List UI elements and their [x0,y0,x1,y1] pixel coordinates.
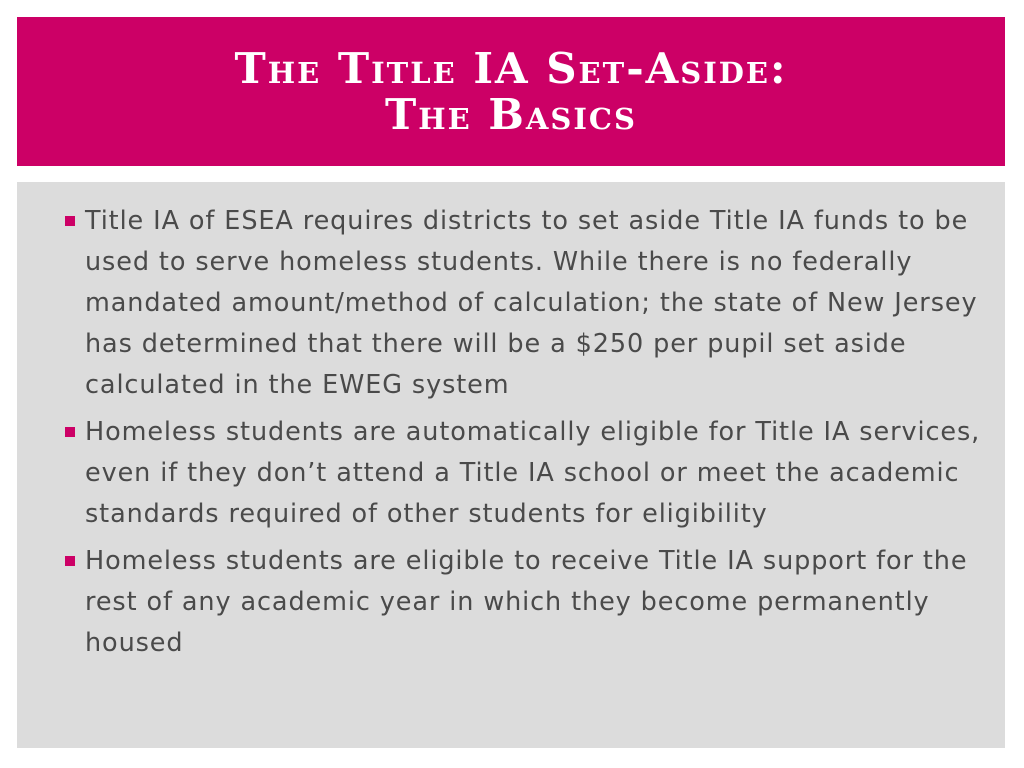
content-panel [17,182,1005,748]
bullet-text: Homeless students are eligible to receive Title IA support for the rest of any academic year in which they become permanently housed [85,546,968,658]
bullet-text: Title IA of ESEA requires districts to set aside Title IA funds to be used to serve homeless students. While there is no federally mandated amount/method of calculation; the state of New Jersey has determined that there will be a $250 per pupil set aside calculated in the EWEG system [85,206,978,400]
square-bullet-icon [65,556,75,566]
bullet-item [65,201,985,406]
bullet-list [17,182,1005,664]
square-bullet-icon [65,216,75,226]
bullet-item [65,412,985,535]
bullet-text: Homeless students are automatically eligible for Title IA services, even if they don’t attend a Title IA school or meet the academic standards required of other students for eligibility [85,417,981,529]
slide-title-line-2: The Basics [385,89,637,139]
bullet-item [65,541,985,664]
square-bullet-icon [65,427,75,437]
title-band [17,17,1005,166]
slide-title-line-1: The Title IA Set-Aside: [234,43,788,93]
